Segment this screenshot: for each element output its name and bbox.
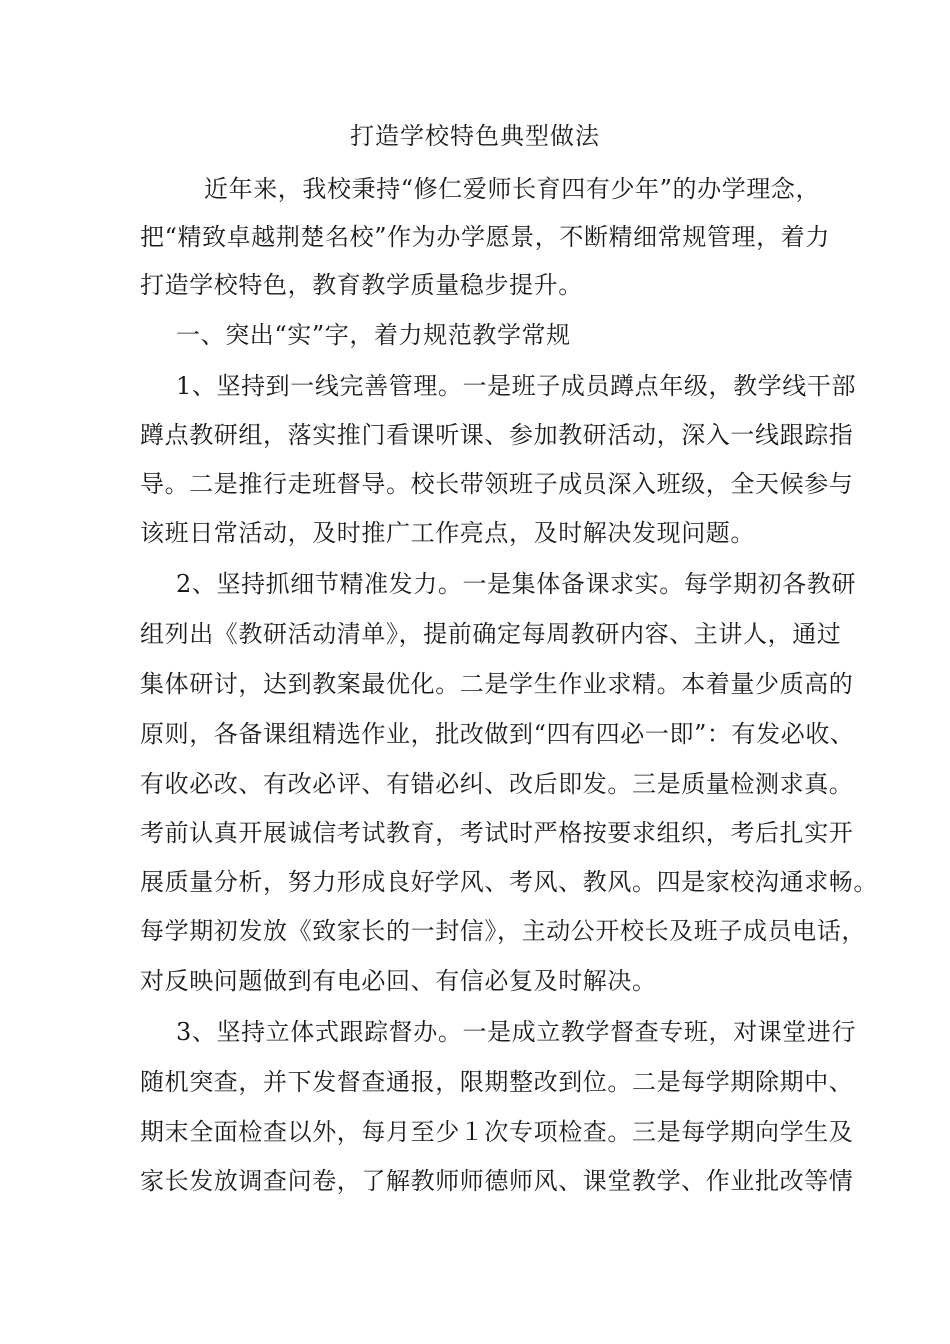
paragraph-line: 打造学校特色，教育教学质量稳步提升。 [140,271,583,299]
document-title: 打造学校特色典型做法 [350,122,600,150]
paragraph-line: 每学期初发放《致家长的一封信》，主动公开校长及班子成员电话， [140,917,866,945]
paragraph-line: 对反映问题做到有电必回、有信必复及时解决。 [140,967,657,995]
paragraph-line: 3、坚持立体式跟踪督办。一是成立教学督查专班，对课堂进行 [176,1018,857,1046]
paragraph-line: 随机突查，并下发督查通报，限期整改到位。二是每学期除期中、 [140,1068,854,1096]
paragraph-line: 考前认真开展诚信考试教育，考试时严格按要求组织，考后扎实开 [140,819,854,847]
paragraph-line: 把“精致卓越荆楚名校”作为办学愿景，不断精细常规管理，着力 [140,223,830,251]
paragraph-line: 近年来，我校秉持“修仁爱师长育四有少年”的办学理念， [204,175,821,203]
paragraph-line: 期末全面检查以外，每月至少１次专项检查。三是每学期向学生及 [140,1118,854,1146]
paragraph-line: 家长发放调查问卷，了解教师师德师风、课堂教学、作业批改等情 [140,1167,854,1195]
paragraph-line: 集体研讨，达到教案最优化。二是学生作业求精。本着量少质高的 [140,670,854,698]
paragraph-line: 原则，各备课组精选作业，批改做到“四有四必一即”：有发必收、 [140,720,855,748]
section-heading: 一、突出“实”字，着力规范教学常规 [176,321,571,349]
paragraph-line: 展质量分析，努力形成良好学风、考风、教风。四是家校沟通求畅。 [140,868,878,896]
paragraph-line: 2、坚持抓细节精准发力。一是集体备课求实。每学期初各教研 [176,570,857,598]
paragraph-line: 组列出《教研活动清单》，提前确定每周教研内容、主讲人，通过 [140,620,842,648]
paragraph-line: 1、坚持到一线完善管理。一是班子成员蹲点年级，教学线干部 [176,372,857,400]
paragraph-line: 导。二是推行走班督导。校长带领班子成员深入班级，全天候参与 [140,470,854,498]
paragraph-line: 有收必改、有改必评、有错必纠、改后即发。三是质量检测求真。 [140,770,854,798]
paragraph-line: 蹲点教研组，落实推门看课听课、参加教研活动，深入一线跟踪指 [140,421,854,449]
paragraph-line: 该班日常活动，及时推广工作亮点，及时解决发现问题。 [140,519,755,547]
